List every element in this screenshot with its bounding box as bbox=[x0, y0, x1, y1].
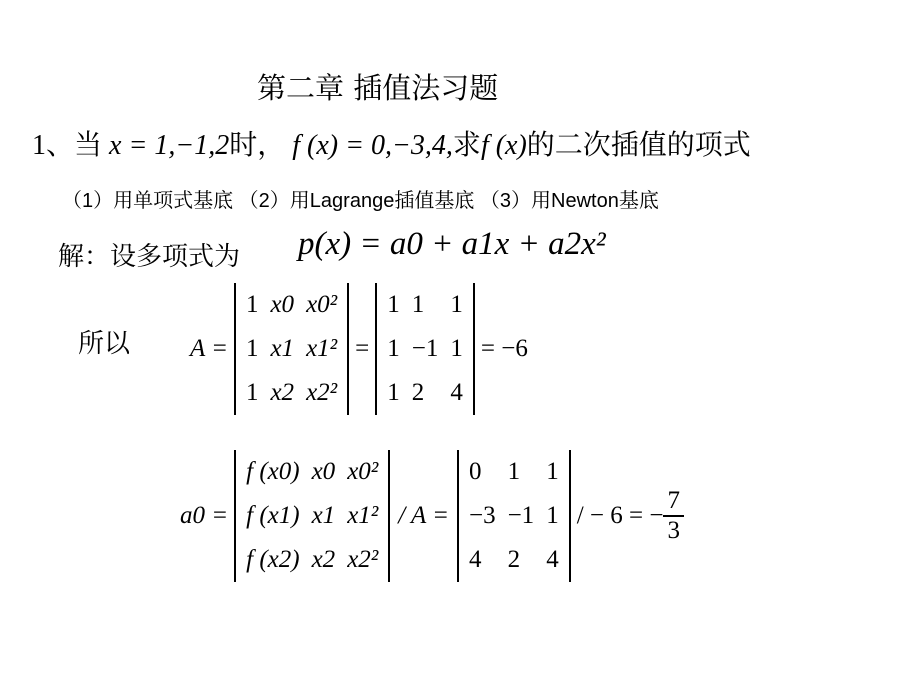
det-A-numeric-cell: 1 bbox=[387, 379, 400, 406]
det-a0-numeric-cell: 0 bbox=[468, 458, 482, 485]
det-A-equation bbox=[190, 283, 528, 415]
det-a0-symbolic-cell: f (x1) bbox=[246, 502, 300, 529]
poly-rhs: a0 + a1x + a2x² bbox=[389, 226, 606, 262]
question-ask: 求 bbox=[452, 128, 481, 161]
det-A-numeric-cell: −1 bbox=[411, 335, 439, 362]
det-A-symbolic-cell: x0 bbox=[270, 291, 295, 318]
condition-f: f (x) = 0,−3,4, bbox=[292, 130, 453, 161]
det-a0-numeric-cell: 4 bbox=[546, 546, 559, 573]
det-a0-symbolic-cell: x1 bbox=[311, 502, 336, 529]
equals-sign: = bbox=[355, 335, 370, 362]
det-a0-symbolic-row bbox=[240, 538, 384, 582]
det-A-numeric-cell: 1 bbox=[411, 291, 425, 318]
polynomial bbox=[298, 226, 606, 263]
det-A-numeric-cell: 2 bbox=[411, 379, 425, 406]
det-A-symbolic-cell: x2 bbox=[270, 379, 295, 406]
det-a0-numeric-cell: 4 bbox=[468, 546, 482, 573]
det-a0-symbolic-cell: x1² bbox=[347, 502, 379, 529]
det-A-symbolic-cell: 1 bbox=[245, 291, 259, 318]
ask-f: f (x) bbox=[480, 130, 527, 161]
det-A-symbolic-row bbox=[240, 371, 343, 415]
det-A-symbolic bbox=[234, 283, 349, 415]
det-a0-symbolic-cell: f (x0) bbox=[246, 458, 300, 485]
det-A-numeric-cell: 1 bbox=[387, 335, 400, 362]
det-a0-div: / A = bbox=[398, 502, 449, 529]
det-a0-numeric-row bbox=[463, 538, 565, 582]
det-a0-numeric-cell: 1 bbox=[546, 502, 559, 529]
det-a0-symbolic-row bbox=[240, 450, 384, 494]
det-a0-symbolic-cell: x2 bbox=[311, 546, 336, 573]
det-a0-symbolic-cell: x0 bbox=[311, 458, 336, 485]
solution-label: 解：设多项式为 bbox=[58, 242, 241, 272]
det-A-symbolic-row bbox=[240, 283, 343, 327]
poly-lhs: p(x) = bbox=[298, 226, 390, 262]
det-a0-symbolic-cell: x2² bbox=[347, 546, 379, 573]
question-1 bbox=[32, 123, 837, 163]
question-number: 1、 bbox=[32, 130, 75, 161]
det-A-numeric-row bbox=[381, 327, 469, 371]
det-A-numeric-row bbox=[381, 371, 469, 415]
det-a0-numeric-row bbox=[463, 494, 565, 538]
det-a0-lhs: a0 = bbox=[180, 502, 229, 529]
det-A-numeric-cell: 4 bbox=[450, 379, 463, 406]
suoyi-label: 所以 bbox=[78, 329, 131, 359]
det-a0-numeric-row bbox=[463, 450, 565, 494]
det-a0-symbolic bbox=[234, 450, 390, 582]
det-A-result: = −6 bbox=[480, 335, 528, 362]
det-A-symbolic-cell: 1 bbox=[245, 379, 259, 406]
det-A-symbolic-cell: x1² bbox=[306, 335, 338, 362]
question-when: 当 bbox=[74, 128, 103, 161]
page-title: 第二章 插值法习题 bbox=[257, 71, 499, 105]
det-A-lhs: A = bbox=[190, 335, 228, 362]
det-A-numeric bbox=[375, 283, 475, 415]
det-a0-numeric bbox=[457, 450, 571, 582]
det-A-numeric-cell: 1 bbox=[387, 291, 400, 318]
question-ask-rest: 的二次插值的项式 bbox=[526, 128, 751, 161]
det-A-symbolic-cell: x0² bbox=[306, 291, 338, 318]
det-a0-numeric-cell: 2 bbox=[507, 546, 521, 573]
fraction bbox=[663, 487, 684, 545]
options-line: （1）用单项式基底 （2）用Lagrange插值基底 （3）用Newton基底 bbox=[62, 190, 659, 212]
fraction-numerator: 7 bbox=[663, 487, 684, 517]
det-a0-symbolic-cell: x0² bbox=[347, 458, 379, 485]
det-A-numeric-row bbox=[381, 283, 469, 327]
fraction-denominator: 3 bbox=[667, 517, 680, 544]
det-A-symbolic-cell: 1 bbox=[245, 335, 259, 362]
det-a0-equation bbox=[180, 450, 684, 582]
det-A-symbolic-cell: x2² bbox=[306, 379, 338, 406]
det-A-numeric-cell: 1 bbox=[450, 335, 463, 362]
det-a0-numeric-cell: 1 bbox=[546, 458, 559, 485]
condition-x: x = 1,−1,2 bbox=[109, 130, 230, 161]
det-a0-symbolic-row bbox=[240, 494, 384, 538]
det-A-numeric-cell: 1 bbox=[450, 291, 463, 318]
det-A-symbolic-row bbox=[240, 327, 343, 371]
det-a0-numeric-cell: −1 bbox=[507, 502, 535, 529]
det-a0-numeric-cell: −3 bbox=[468, 502, 496, 529]
det-a0-tail: / − 6 = − bbox=[576, 502, 664, 529]
det-A-symbolic-cell: x1 bbox=[270, 335, 295, 362]
det-a0-numeric-cell: 1 bbox=[507, 458, 521, 485]
question-at: 时， bbox=[229, 128, 286, 161]
det-a0-symbolic-cell: f (x2) bbox=[246, 546, 300, 573]
